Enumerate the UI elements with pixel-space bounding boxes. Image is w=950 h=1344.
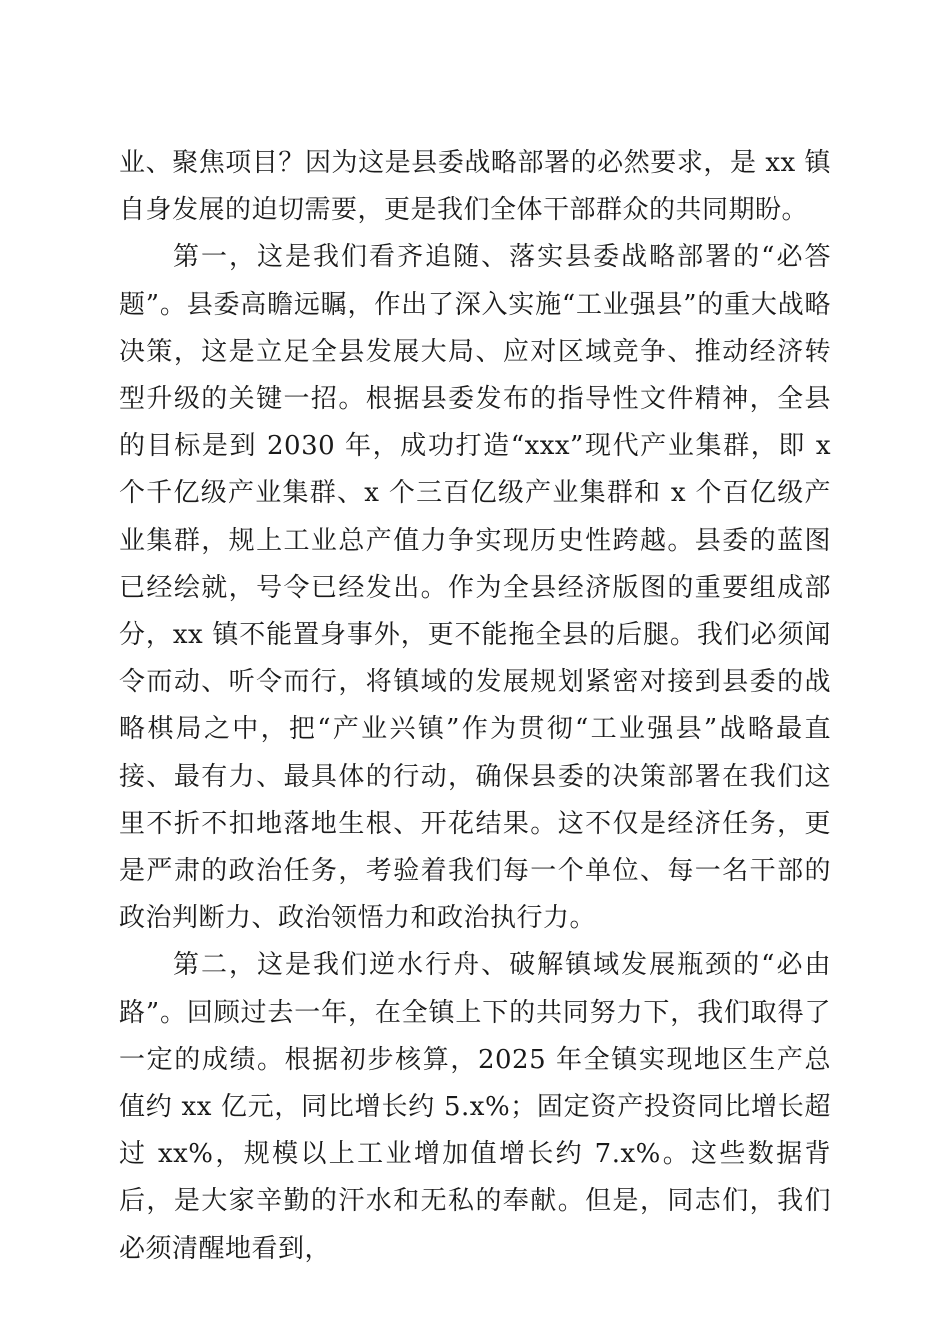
paragraph-second-point: 第二，这是我们逆水行舟、破解镇域发展瓶颈的“必由路”。回顾过去一年，在全镇上下的共同努力下，我们取得了一定的成绩。根据初步核算，2025 年全镇实现地区生产总值约 xx 亿元，同比增长约 5.x%；固定资产投资同比增长超过 xx%，规模以上工业增加值增长约 7.x%。这些数据背后，是大家辛勤的汗水和无私的奉献。但是，同志们，我们必须清醒地看到， — [119, 950, 831, 1264]
paragraph-first-point: 第一，这是我们看齐追随、落实县委战略部署的“必答题”。县委高瞻远瞩，作出了深入实施“工业强县”的重大战略决策，这是立足全县发展大局、应对区域竞争、推动经济转型升级的关键一招。根据县委发布的指导性文件精神，全县的目标是到 2030 年，成功打造“xxx”现代产业集群，即 x 个千亿级产业集群、x 个三百亿级产业集群和 x 个百亿级产业集群，规上工业总产值力争实现历史性跨越。县委的蓝图已经绘就，号令已经发出。作为全县经济版图的重要组成部分，xx 镇不能置身事外，更不能拖全县的后腿。我们必须闻令而动、听令而行，将镇域的发展规划紧密对接到县委的战略棋局之中，把“产业兴镇”作为贯彻“工业强县”战略最直接、最有力、最具体的行动，确保县委的决策部署在我们这里不折不扣地落地生根、开花结果。这不仅是经济任务，更是严肃的政治任务，考验着我们每一个单位、每一名干部的政治判断力、政治领悟力和政治执行力。 — [119, 242, 831, 934]
document-body — [119, 140, 831, 1273]
paragraph-intro-continuation: 业、聚焦项目？因为这是县委战略部署的必然要求，是 xx 镇自身发展的迫切需要，更是我们全体干部群众的共同期盼。 — [119, 148, 831, 226]
